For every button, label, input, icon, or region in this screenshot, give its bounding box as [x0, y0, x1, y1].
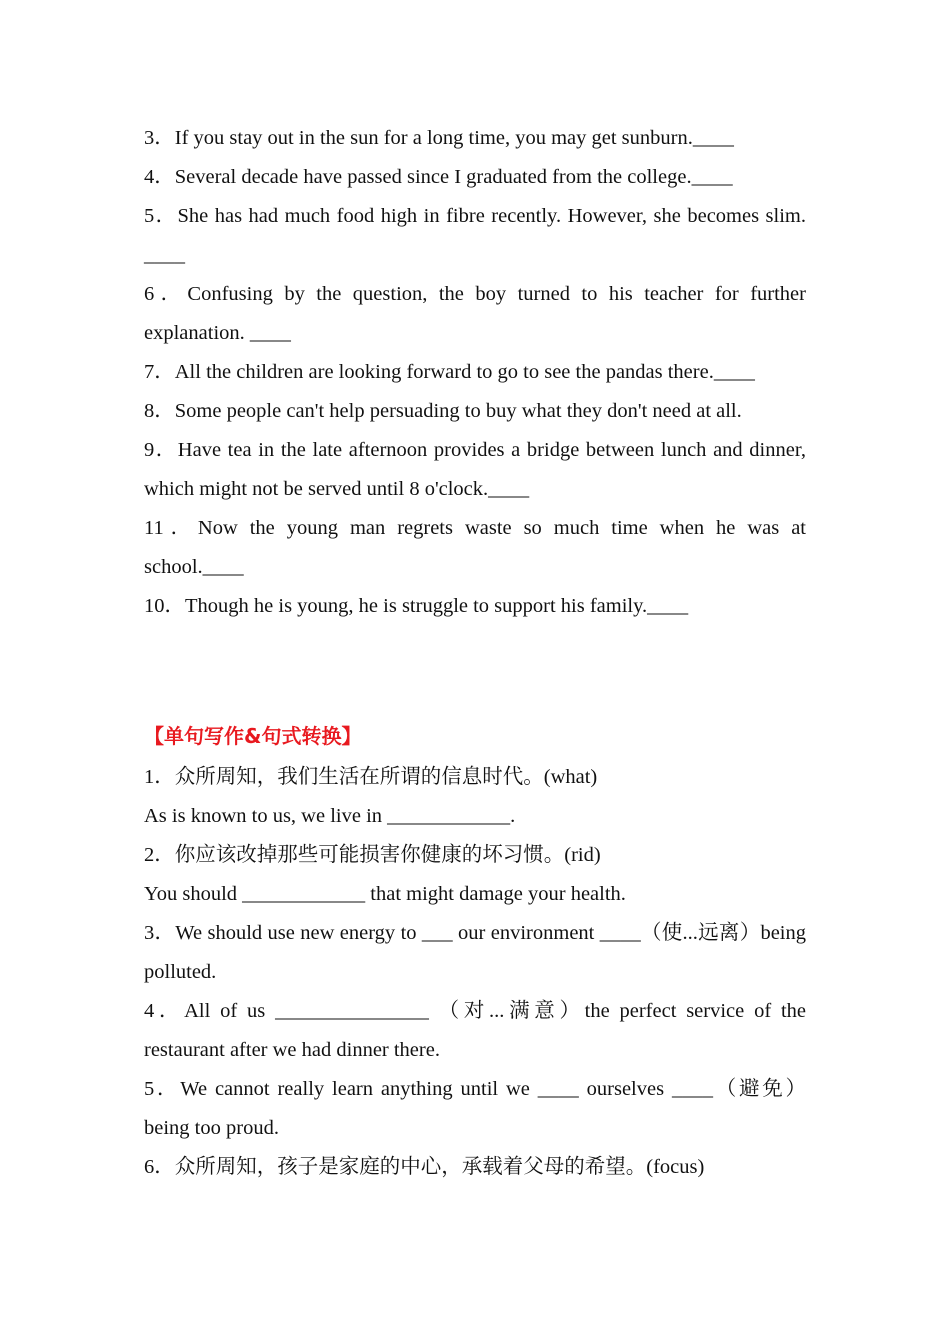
- error-correction-section: [144, 119, 806, 626]
- writing-item-2-prompt: 2．你应该改掉那些可能损害你健康的坏习惯。(rid): [144, 844, 601, 866]
- writing-item-6-prompt: 6．众所周知，孩子是家庭的中心，承载着父母的希望。(focus): [144, 1156, 705, 1178]
- section-heading: 【单句写作&句式转换】: [144, 724, 362, 748]
- writing-item-3: 3．We should use new energy to ___ our environment ____（使...远离）being polluted.: [144, 922, 806, 983]
- exercise-item-8: 8．Some people can't help persuading to buy what they don't need at all.: [144, 400, 742, 422]
- exercise-item-10: 10．Though he is young, he is struggle to support his family.____: [144, 595, 689, 617]
- writing-item-1-answer: As is known to us, we live in ____________.: [144, 805, 516, 827]
- exercise-item-3: 3．If you stay out in the sun for a long time, you may get sunburn.____: [144, 127, 734, 149]
- writing-item-5: 5．We cannot really learn anything until we ____ ourselves ____（避免）being too proud.: [144, 1078, 806, 1139]
- worksheet-page: [144, 119, 806, 1187]
- writing-item-4: 4．All of us _______________ （对...满意）the perfect service of the restaurant after we had dinner there.: [144, 1000, 806, 1061]
- exercise-item-7: 7．All the children are looking forward to go to see the pandas there.____: [144, 361, 755, 383]
- writing-item-2-answer: You should ____________ that might damage your health.: [144, 883, 626, 905]
- sentence-writing-section: [144, 717, 806, 1187]
- exercise-item-4: 4．Several decade have passed since I graduated from the college.____: [144, 166, 733, 188]
- section-gap: [144, 626, 806, 717]
- writing-item-1-prompt: 1．众所周知，我们生活在所谓的信息时代。(what): [144, 766, 598, 788]
- exercise-item-5: 5．She has had much food high in fibre recently. However, she becomes slim. ____: [144, 205, 806, 266]
- exercise-item-6: 6．Confusing by the question, the boy turned to his teacher for further explanation. ____: [144, 283, 806, 344]
- exercise-item-9: 9．Have tea in the late afternoon provides a bridge between lunch and dinner, which might not be served until 8 o'clock.____: [144, 439, 806, 500]
- exercise-item-11: 11．Now the young man regrets waste so much time when he was at school.____: [144, 517, 806, 578]
